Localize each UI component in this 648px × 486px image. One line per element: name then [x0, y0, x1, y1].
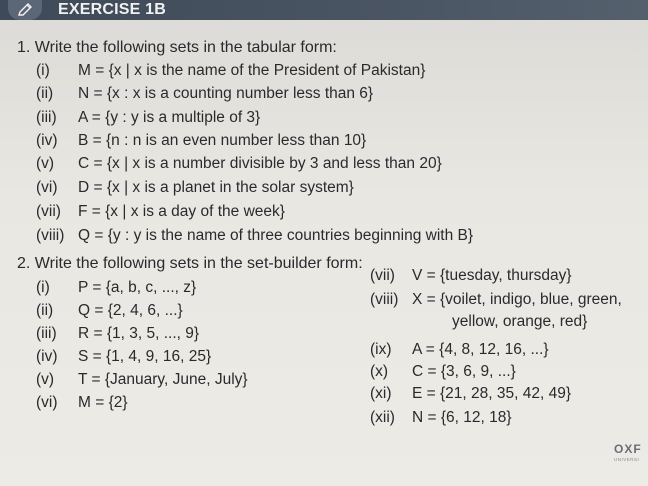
item-text: D = {x | x is a planet in the solar system}	[78, 179, 354, 196]
list-item	[36, 326, 199, 342]
list-item-continuation	[452, 314, 587, 330]
pencil-icon-badge	[8, 0, 42, 20]
list-item	[36, 303, 183, 319]
item-text: V = {tuesday, thursday}	[412, 267, 572, 284]
item-text: P = {a, b, c, ..., z}	[78, 279, 197, 296]
item-text: X = {voilet, indigo, blue, green,	[412, 291, 622, 308]
item-label: (v)	[36, 371, 55, 388]
list-item	[36, 349, 211, 365]
item-text: M = {2}	[78, 394, 128, 411]
item-label: (vi)	[36, 394, 58, 411]
item-label: (i)	[36, 62, 50, 79]
item-text: C = {x | x is a number divisible by 3 and less than 20}	[78, 155, 442, 172]
publisher-logo-subtext: UNIVERSI	[614, 457, 640, 462]
item-text: C = {3, 6, 9, ...}	[412, 363, 516, 380]
item-label: (iv)	[36, 348, 58, 365]
list-item	[36, 156, 442, 172]
list-item	[370, 342, 549, 358]
item-label: (viii)	[36, 227, 65, 244]
list-item	[36, 63, 425, 79]
question-1	[17, 40, 337, 56]
list-item	[36, 372, 248, 388]
item-text: Q = {2, 4, 6, ...}	[78, 302, 183, 319]
item-label: (vii)	[370, 267, 395, 284]
item-label: (xii)	[370, 409, 395, 426]
list-item	[36, 110, 260, 126]
list-item	[36, 204, 285, 220]
list-item	[370, 410, 512, 426]
list-item	[36, 86, 373, 102]
list-item	[370, 268, 572, 284]
item-label: (ii)	[36, 85, 54, 102]
item-text: N = {6, 12, 18}	[412, 409, 512, 426]
question-2-prompt: Write the following sets in the set-builder form:	[34, 255, 363, 272]
pencil-icon	[17, 2, 33, 18]
item-text: Q = {y : y is the name of three countries beginning with B}	[78, 227, 474, 244]
question-2	[17, 256, 363, 272]
item-label: (i)	[36, 279, 50, 296]
item-text: M = {x | x is the name of the President of Pakistan}	[78, 62, 426, 79]
list-item	[36, 280, 196, 296]
list-item	[36, 180, 354, 196]
item-text: N = {x : x is a counting number less than 6}	[78, 85, 374, 102]
item-text: B = {n : n is an even number less than 10}	[78, 132, 367, 149]
item-text: S = {1, 4, 9, 16, 25}	[78, 348, 212, 365]
exercise-title: EXERCISE 1B	[58, 1, 167, 18]
item-text: R = {1, 3, 5, ..., 9}	[78, 325, 200, 342]
list-item	[36, 395, 128, 411]
item-label: (ix)	[370, 341, 392, 358]
item-text: A = {4, 8, 12, 16, ...}	[412, 341, 549, 358]
item-text: yellow, orange, red}	[452, 313, 588, 330]
item-label: (x)	[370, 363, 389, 380]
publisher-logo: OXF	[614, 442, 642, 456]
item-label: (xi)	[370, 385, 392, 402]
item-text: F = {x | x is a day of the week}	[78, 203, 285, 220]
question-1-prompt: Write the following sets in the tabular form:	[34, 39, 337, 56]
question-2-number: 2.	[17, 255, 31, 272]
item-text: A = {y : y is a multiple of 3}	[78, 109, 261, 126]
item-label: (vi)	[36, 179, 58, 196]
item-label: (ii)	[36, 302, 54, 319]
question-1-number: 1.	[17, 39, 31, 56]
item-label: (iii)	[36, 325, 57, 342]
list-item	[370, 292, 622, 308]
list-item	[370, 364, 516, 380]
item-text: T = {January, June, July}	[78, 371, 248, 388]
list-item	[370, 386, 571, 402]
list-item	[36, 228, 473, 244]
item-label: (vii)	[36, 203, 61, 220]
item-label: (iv)	[36, 132, 58, 149]
item-text: E = {21, 28, 35, 42, 49}	[412, 385, 572, 402]
item-label: (iii)	[36, 109, 57, 126]
item-label: (v)	[36, 155, 55, 172]
list-item	[36, 133, 366, 149]
exercise-header	[0, 0, 648, 20]
item-label: (viii)	[370, 291, 399, 308]
